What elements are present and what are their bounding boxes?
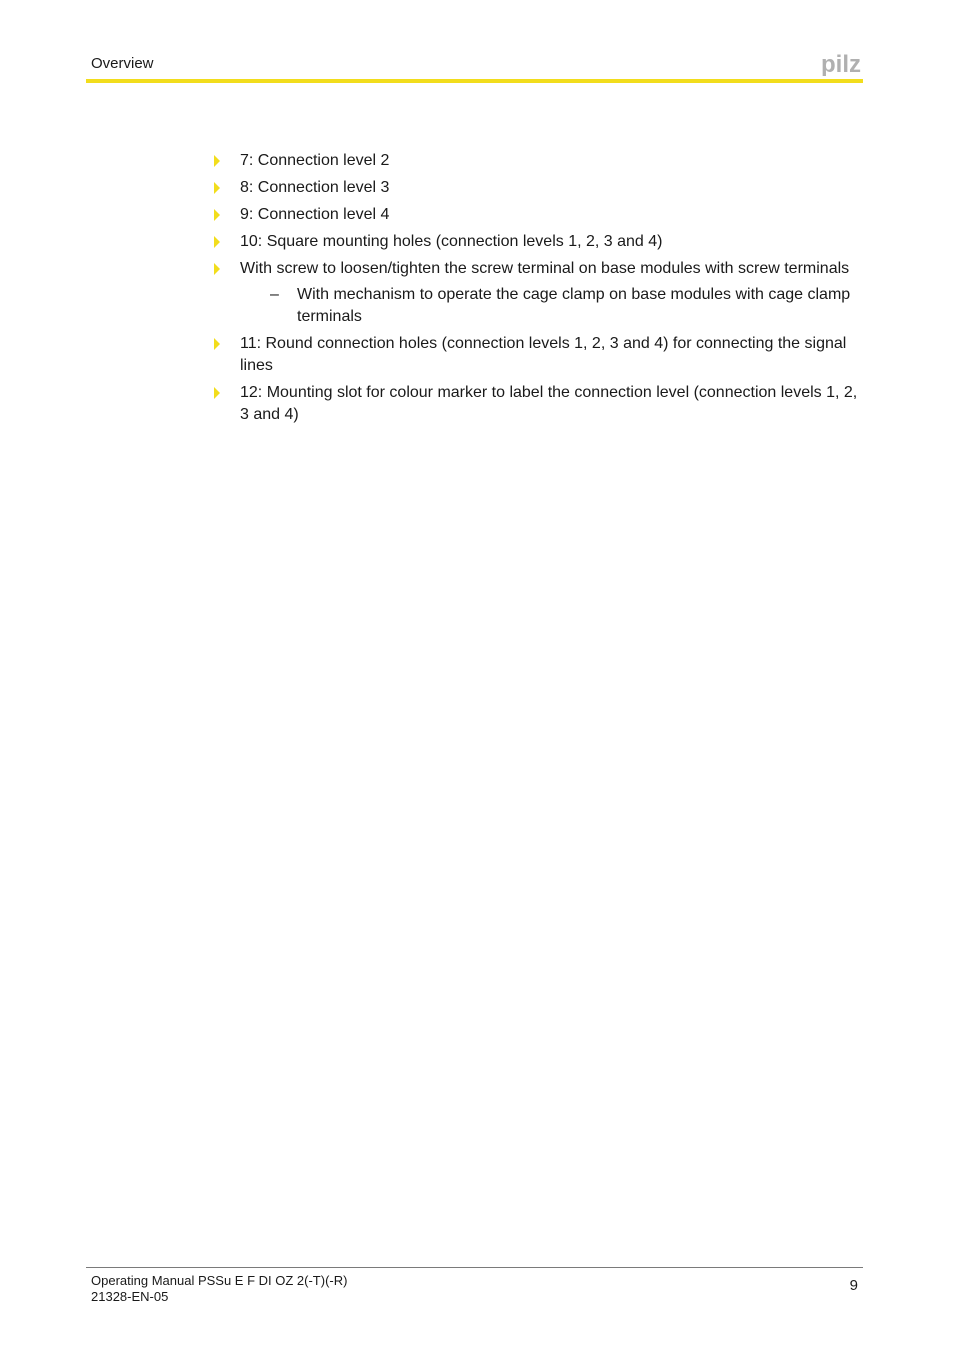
- list-item-text: With screw to loosen/tighten the screw terminal on base modules with screw terminals: [240, 260, 850, 277]
- sub-list-item-text: With mechanism to operate the cage clamp on base modules with cage clamp terminals: [297, 286, 851, 325]
- list-item: [210, 177, 865, 199]
- list-item-text: 8: Connection level 3: [240, 179, 390, 196]
- list-item: [210, 150, 865, 172]
- logo-text: pilz: [821, 52, 861, 76]
- bullet-arrow-icon: [214, 209, 220, 221]
- bullet-arrow-icon: [214, 387, 220, 399]
- list-item-text: 11: Round connection holes (connection levels 1, 2, 3 and 4) for connecting the signal lines: [240, 335, 847, 374]
- list-item-text: 9: Connection level 4: [240, 206, 390, 223]
- sub-list: [240, 284, 865, 328]
- list-item: [210, 382, 865, 426]
- manual-title: Operating Manual PSSu E F DI OZ 2(-T)(-R): [91, 1273, 348, 1288]
- document-number: 21328-EN-05: [91, 1289, 169, 1304]
- footer-rule: [86, 1267, 863, 1268]
- list-item: [210, 258, 865, 328]
- pilz-logo: [821, 52, 863, 76]
- bullet-arrow-icon: [214, 338, 220, 350]
- section-title: Overview: [91, 55, 154, 72]
- bullet-arrow-icon: [214, 263, 220, 275]
- list-item: [210, 204, 865, 226]
- list-item-text: 7: Connection level 2: [240, 152, 390, 169]
- list-item-text: 10: Square mounting holes (connection levels 1, 2, 3 and 4): [240, 233, 663, 250]
- bullet-arrow-icon: [214, 236, 220, 248]
- footer-info: [91, 1273, 347, 1305]
- page-number: 9: [849, 1277, 858, 1294]
- header-rule: [86, 79, 863, 83]
- page-header: [86, 52, 863, 76]
- page-content: [210, 150, 865, 431]
- sub-list-item: [240, 284, 865, 328]
- bullet-arrow-icon: [214, 182, 220, 194]
- list-item: [210, 333, 865, 377]
- connection-list: [210, 150, 865, 426]
- list-item-text: 12: Mounting slot for colour marker to label the connection level (connection levels 1, 2, 3 and 4): [240, 384, 858, 423]
- bullet-arrow-icon: [214, 155, 220, 167]
- list-item: [210, 231, 865, 253]
- dash-marker: –: [270, 286, 279, 303]
